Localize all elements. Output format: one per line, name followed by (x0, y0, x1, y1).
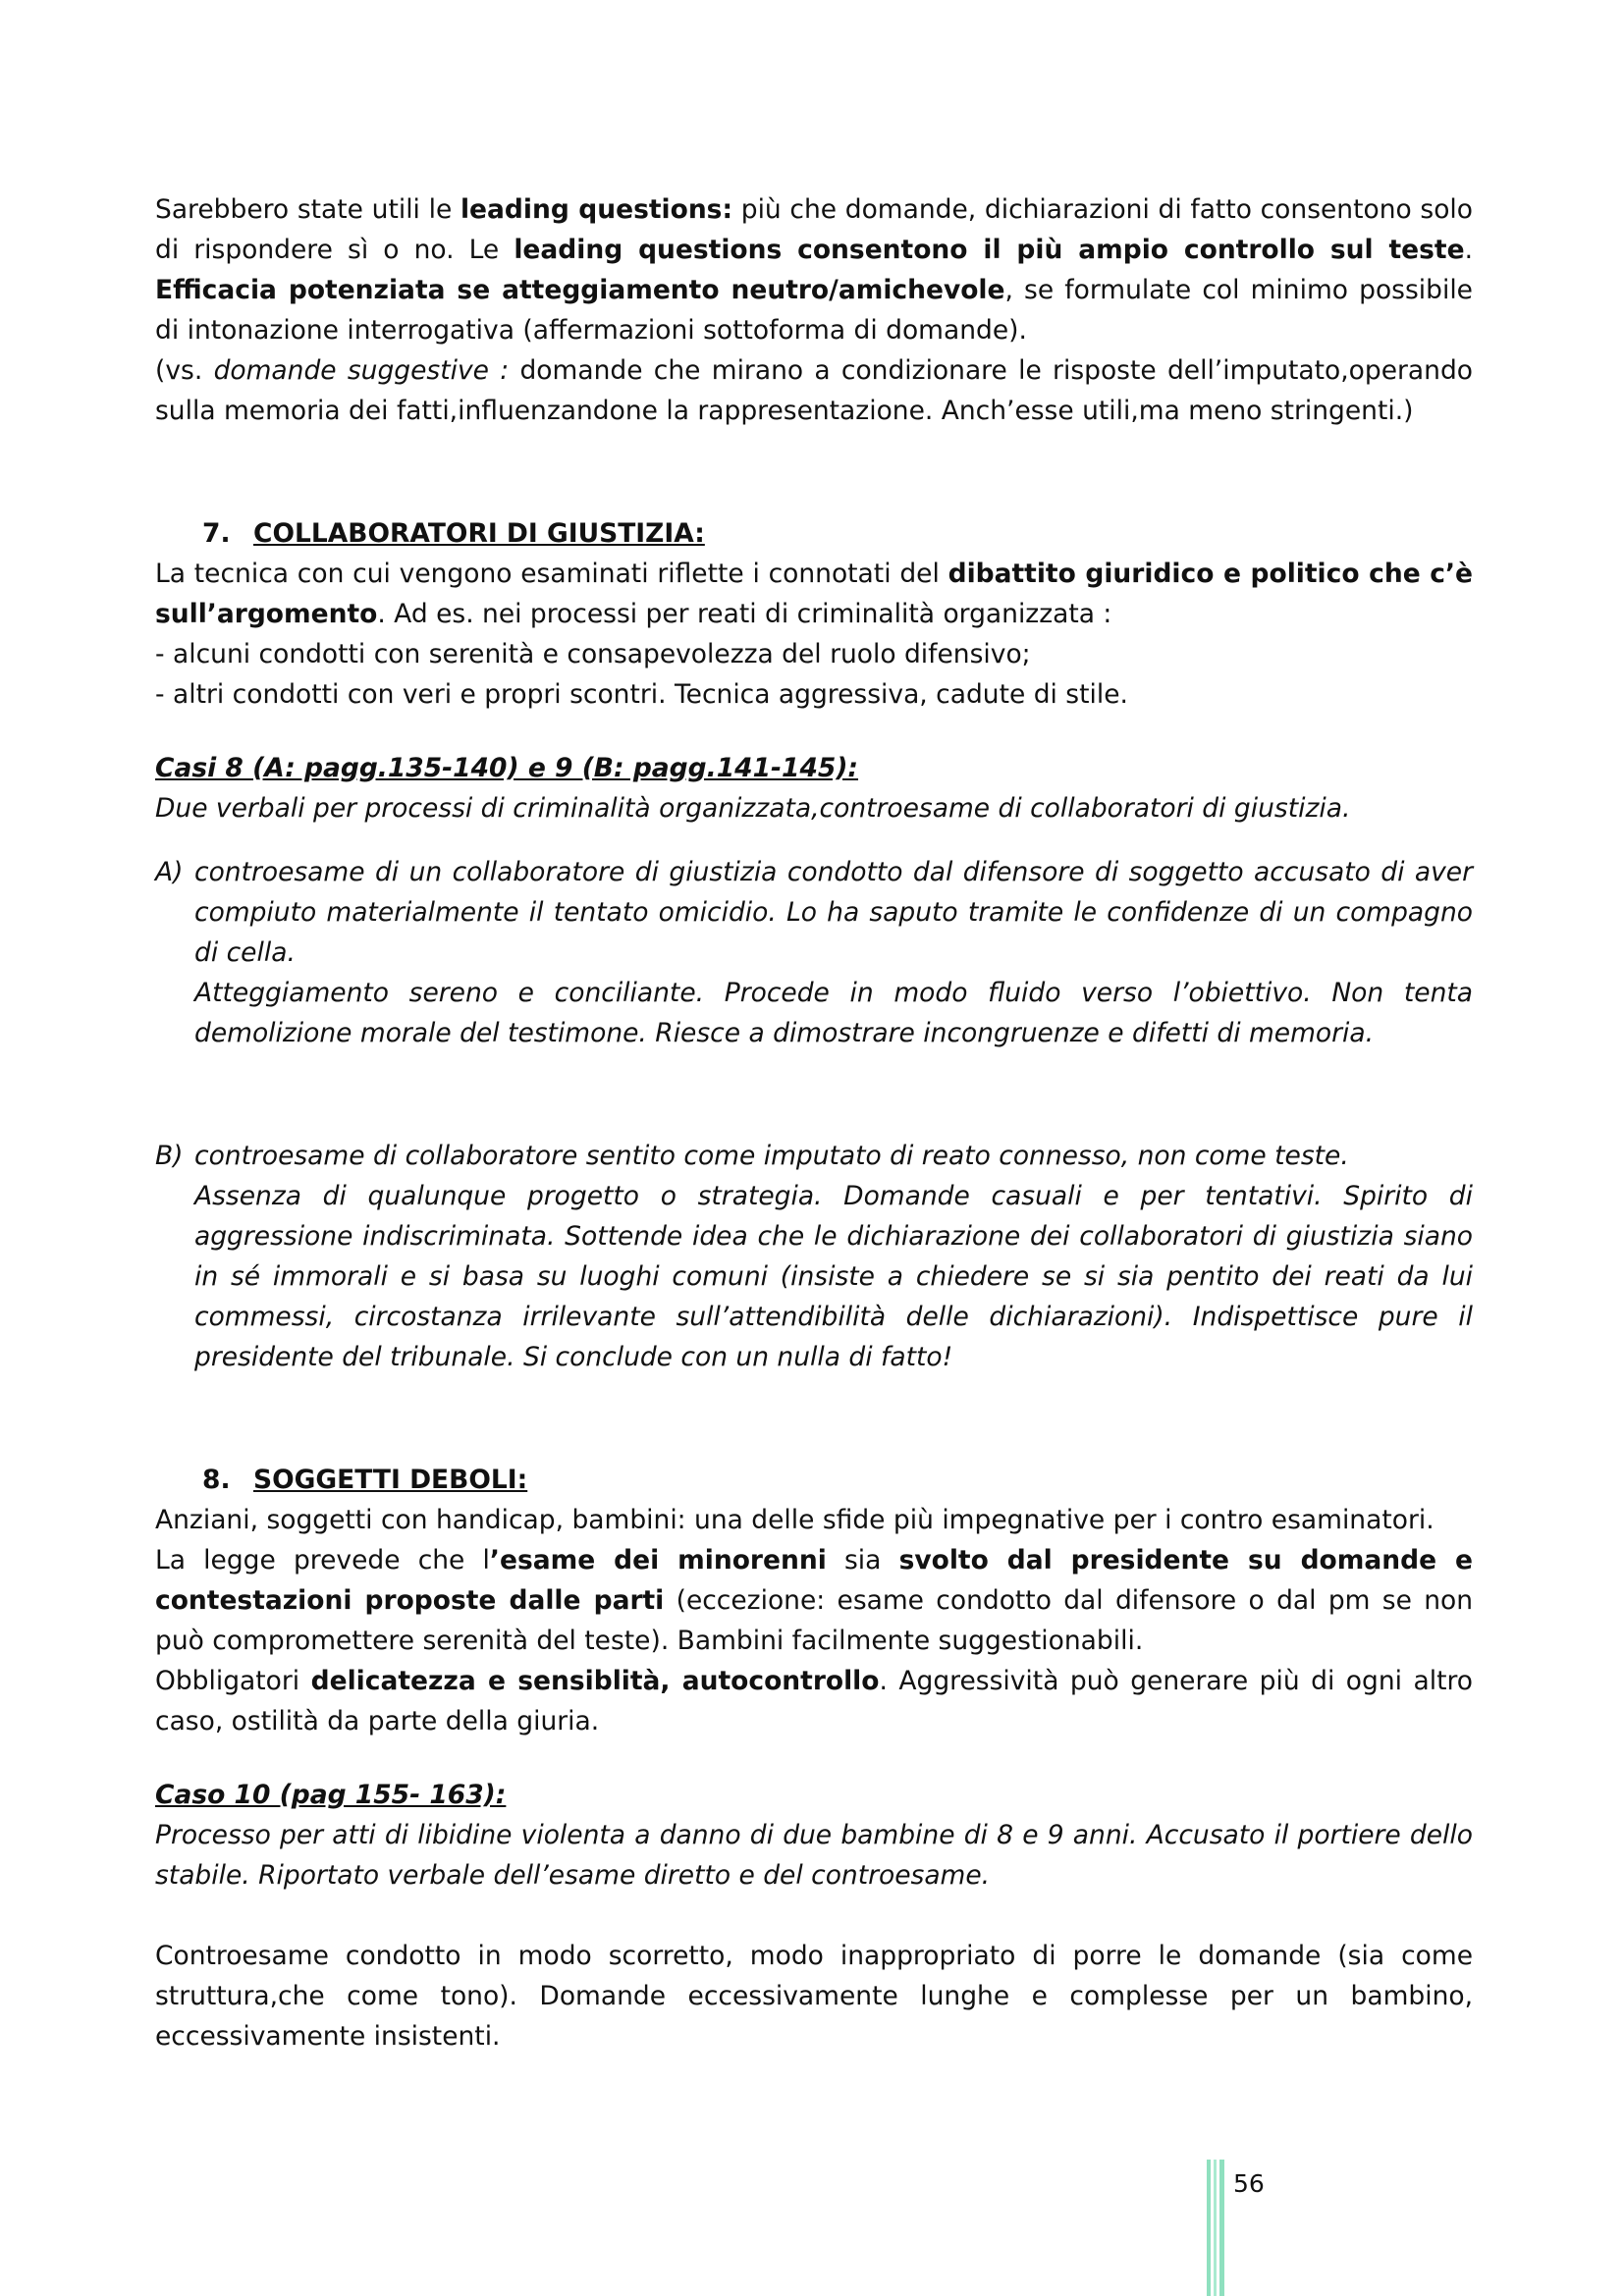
page-number: 56 (1233, 2169, 1265, 2198)
section-8-heading (155, 1460, 1473, 1500)
section-8-law-paragraph (155, 1540, 1473, 1661)
section-7-bullet: - altri condotti con veri e propri scontri. Tecnica aggressiva, cadute di stile. (155, 679, 1128, 710)
text-run: . (1464, 235, 1474, 265)
decorative-bar (1219, 2160, 1224, 2296)
bold-run: svolto dal presidente su domande e contestazioni proposte dalle parti (155, 1545, 1473, 1616)
section-8-line: Anziani, soggetti con handicap, bambini: una delle sfide più impegnative per i contro esaminatori. (155, 1505, 1435, 1535)
text-run: La legge prevede che l (155, 1545, 490, 1575)
bold-run: dibattito giuridico e politico che c’è sull’argomento (155, 559, 1473, 629)
bold-run: delicatezza e sensiblità, autocontrollo (310, 1666, 880, 1696)
text-run: Sarebbero state utili le (155, 194, 460, 225)
text-run: , se formulate col minimo possibile di intonazione interrogativa (affermazioni sottoforma di domande). (155, 275, 1473, 346)
case-item-a (155, 852, 1473, 1053)
section-title: COLLABORATORI DI GIUSTIZIA: (253, 518, 705, 549)
case-10-comment: Controesame condotto in modo scorretto, modo inappropriato di porre le domande (sia come struttura,che come tono). Domande eccessivamente lunghe e complesse per un bambino, eccessivamente insistenti. (155, 1941, 1473, 2052)
text-run: sia (826, 1545, 899, 1575)
item-body (194, 1136, 1473, 1377)
bold-run: leading questions: (460, 194, 733, 225)
text-run: (vs. (155, 355, 214, 386)
decorative-bar (1214, 2160, 1217, 2296)
section-7-intro (155, 554, 1473, 634)
text-run: . Aggressività può generare più di ogni altro caso, ostilità da parte della giuria. (155, 1666, 1473, 1736)
text-run: Obbligatori (155, 1666, 311, 1696)
suggestive-questions-paragraph (155, 350, 1473, 431)
section-7-bullet: - alcuni condotti con serenità e consapevolezza del ruolo difensivo; (155, 639, 1031, 669)
item-label: A) (155, 857, 184, 887)
section-title: SOGGETTI DEBOLI: (253, 1465, 528, 1495)
italic-run: domande suggestive : (213, 355, 510, 386)
item-label: B) (155, 1141, 184, 1171)
case-item-b (155, 1136, 1473, 1377)
item-text: Assenza di qualunque progetto o strategia. Domande casuali e per tentativi. Spirito di aggressione indiscriminata. Sottende idea che le dichiarazione dei collaboratori di giustizia siano in sé immorali e si basa su luoghi comuni (insiste a chiedere se si sia pentito dei reati da lui commessi, circostanza irrilevante sull’attendibilità delle dichiarazioni). Indispettisce pure il presidente del tribunale. Si conclude con un nulla di fatto! (194, 1181, 1473, 1372)
text-run: domande che mirano a condizionare le risposte dell’imputato,operando sulla memoria dei fatti,influenzandone la rappresentazione. Anch’esse utili,ma meno stringenti.) (155, 355, 1473, 426)
decorative-bar (1207, 2160, 1211, 2296)
item-text: Atteggiamento sereno e conciliante. Procede in modo fluido verso l’obiettivo. Non tenta demolizione morale del testimone. Riesce a dimostrare incongruenze e difetti di memoria. (194, 978, 1473, 1048)
cases-8-9-description: Due verbali per processi di criminalità organizzata,controesame di collaboratori di giustizia. (155, 793, 1351, 824)
bold-run: leading questions consentono il più ampio controllo sul teste (514, 235, 1465, 265)
section-number: 8. (202, 1465, 231, 1495)
text-run: più che domande, dichiarazioni di fatto consentono solo di rispondere sì o no. Le (155, 194, 1473, 265)
item-body (194, 852, 1473, 1053)
text-run: La tecnica con cui vengono esaminati riflette i connotati del (155, 559, 948, 589)
text-run: . Ad es. nei processi per reati di criminalità organizzata : (377, 599, 1112, 629)
case-10-description: Processo per atti di libidine violenta a danno di due bambine di 8 e 9 anni. Accusato il portiere dello stabile. Riportato verbale dell’esame diretto e del controesame. (155, 1820, 1473, 1891)
item-text: controesame di collaboratore sentito come imputato di reato connesso, non come teste. (194, 1141, 1349, 1171)
section-7-heading (155, 513, 1473, 554)
section-number: 7. (202, 518, 231, 549)
case-10-title: Caso 10 (pag 155- 163): (155, 1780, 507, 1810)
page-margin-bars (1207, 2160, 1236, 2296)
bold-run: Efficacia potenziata se atteggiamento neutro/amichevole (155, 275, 1005, 305)
section-8-obligations-paragraph (155, 1661, 1473, 1741)
cases-8-9-title: Casi 8 (A: pagg.135-140) e 9 (B: pagg.141-145): (155, 753, 859, 783)
page-content (155, 189, 1473, 2056)
text-run: (eccezione: esame condotto dal difensore o dal pm se non può compromettere serenità del teste). Bambini facilmente suggestionabili. (155, 1585, 1474, 1656)
item-text: controesame di un collaboratore di giustizia condotto dal difensore di soggetto accusato di aver compiuto materialmente il tentato omicidio. Lo ha saputo tramite le confidenze di un compagno di cella. (194, 857, 1473, 968)
leading-questions-paragraph (155, 189, 1473, 350)
bold-run: ’esame dei minorenni (489, 1545, 827, 1575)
